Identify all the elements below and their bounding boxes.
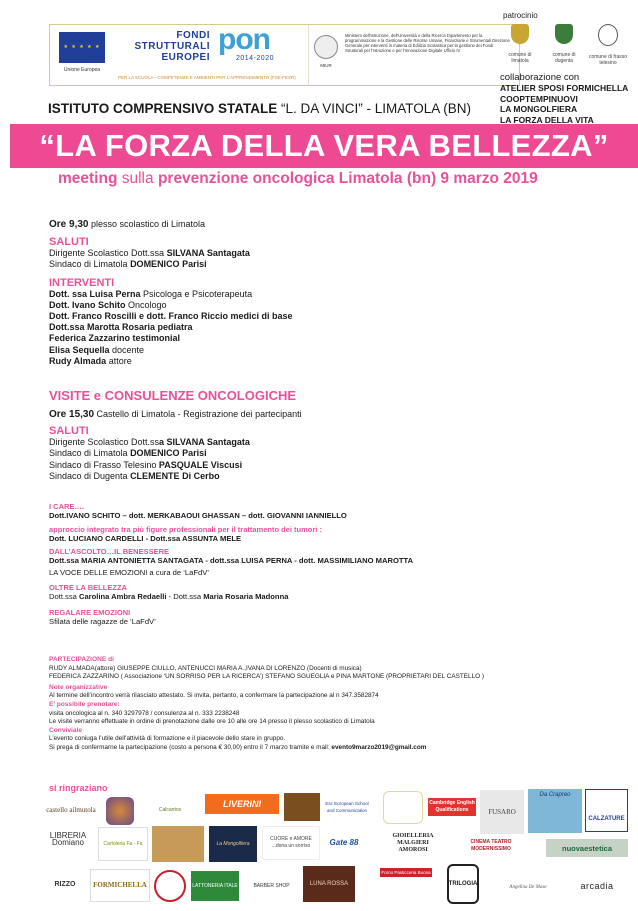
sponsor-logo: LUNA ROSSA [303, 866, 355, 902]
sponsor-logo: castello ailmutola [46, 805, 96, 814]
sponsor-logo: LATTONERIA ITALE [191, 871, 239, 901]
prenotare-line: visita oncologica al n. 340 3297978 / consulenza al n. 333 2238248 [49, 709, 240, 717]
crest-icon [555, 24, 573, 44]
collaborazione-block [500, 72, 638, 125]
notes-block [49, 656, 609, 753]
speaker-role: attore [106, 355, 132, 366]
saluto-role: Sindaco di Frasso Telesino [49, 459, 159, 470]
saluto-name: DOMENICO Parisi [130, 259, 207, 270]
interventi-heading: INTERVENTI [49, 276, 115, 289]
approccio-heading: approccio integrato tra più figure professionali per il trattamento dei tumori : [49, 524, 322, 534]
speaker-role: Oncologo [125, 299, 167, 310]
saluto-item [49, 248, 609, 259]
sponsor-logo: Gate 88 [329, 837, 359, 847]
fondi-strutturali-logo [118, 30, 210, 63]
oltre-title: - Dott.ssa [166, 592, 204, 602]
oltre-name: Carolina Ambra Redaelli [78, 592, 167, 602]
sponsor-logo: RIZZO [54, 880, 76, 888]
sponsor-logo: CINEMA TEATRO MODERNISSIMO [470, 839, 512, 852]
sponsor-logo [284, 793, 320, 821]
prenotare-heading: E’ possibile prenotare: [49, 700, 120, 708]
afternoon-sessions [49, 502, 609, 627]
afternoon-program [49, 389, 609, 482]
collaboratore: COOPTEMPINUOVI [500, 93, 578, 104]
sponsor-logo [428, 792, 476, 822]
afternoon-time-line [49, 409, 609, 420]
sponsor-logo: FORMICHELLA [90, 869, 150, 902]
forno-label: Forno Pasticceria Buona [381, 870, 431, 875]
approccio-speakers: Dott. LUCIANO CARDELLI - Dott.ssa ASSUNTA MELE [49, 533, 242, 543]
sponsor-logo [380, 868, 432, 902]
collaboratore: ATELIER SPOSI FORMICHELLA [500, 83, 629, 93]
afternoon-time: Ore 15,30 [49, 409, 95, 420]
saluto-name: a SILVANA Santagata [159, 437, 250, 448]
comune-frasso-telesino [588, 24, 628, 66]
comune-dugenta [544, 24, 584, 64]
email-link[interactable]: evento9marzo2019@gmail.com [331, 743, 427, 751]
regalare-heading: REGALARE EMOZIONI [49, 607, 131, 617]
cambridge-label: Cambridge English Qualifications [428, 798, 476, 816]
saluto-item [49, 437, 609, 448]
thanks-label: si ringraziano [49, 783, 108, 793]
crest-icon [511, 24, 529, 44]
pon-tagline: PER LA SCUOLA - COMPETENZE E AMBIENTI PER L'APPRENDIMENTO (FSE-FESR) [118, 75, 296, 80]
patrocinio-label: patrocinio [503, 11, 538, 20]
visite-heading: VISITE e CONSULENZE ONCOLOGICHE [49, 388, 297, 403]
sponsor-logo: Calcantos [158, 806, 182, 813]
school-name [48, 101, 498, 116]
saluto-name: SILVANA Santagata [166, 248, 250, 259]
event-title: “LA FORZA DELLA VERA BELLEZZA” [39, 128, 609, 163]
oltre-heading: OLTRE LA BELLEZZA [49, 583, 127, 593]
morning-program [49, 219, 609, 367]
sponsor-logo: Angelina De Mase [509, 884, 547, 890]
partecipazione-line: RUDY ALMADA(attore) GIUSEPPE CIULLO, ANTENUCCI MARIA A.,IVANA DI LORENZO (Docenti di musica) [49, 664, 362, 672]
collaboratore: LA MONGOLFIERA [500, 104, 578, 114]
icare-heading: I CARE…. [49, 502, 85, 511]
sponsor-logo: LIVERINI [205, 794, 279, 814]
sponsor-logo: GIOIELLERIA MALGIERI AMOROSI [392, 832, 434, 853]
comune-name: comune di limatola [508, 52, 532, 64]
sponsor-logo: FUSARO [480, 790, 524, 834]
conferma-text: Si prega di confermarne la partecipazione (costo a persona € 30,00) entro il 7 marzo tramite e mail: [49, 743, 332, 751]
speaker-role: docente [109, 344, 145, 355]
saluto-role: Dirigente Scolastico Dott.ssa [49, 248, 167, 259]
saluto-name: CLEMENTE Di Cerbo [130, 470, 220, 481]
conferma-line [49, 744, 609, 753]
saluto-item [49, 259, 609, 270]
sponsor-logo: BARBER SHOP [253, 882, 290, 889]
voce-emozioni-line: LA VOCE DELLE EMOZIONI a cura de ‘LaFdV’ [49, 567, 209, 577]
speaker-name: Dott.ssa Marotta Rosaria pediatra [49, 322, 193, 333]
italian-republic-seal-icon [314, 35, 338, 59]
sponsor-logo: TRILOGIA [447, 864, 479, 904]
comune-name: comune di dugenta [552, 52, 576, 64]
saluto-role: Sindaco di Limatola [49, 448, 131, 459]
morning-time: Ore 9,30 [49, 219, 89, 230]
speaker-name: Federica Zazzarino testimonial [49, 333, 181, 344]
speaker-name: Dott. Ivano Schito [49, 299, 126, 310]
saluto-role: Dirigente Scolastico Dott.ss [49, 437, 160, 448]
subtitle-sulla: sulla [117, 170, 158, 187]
intervento-item [49, 289, 609, 300]
speaker-name: Dott. ssa Luisa Perna [49, 288, 141, 299]
collaborazione-label: collaborazione con [500, 72, 580, 83]
fondi-line: EUROPEI [161, 52, 210, 63]
saluti-heading: SALUTI [49, 425, 89, 438]
intervento-item [49, 345, 609, 356]
intervento-item [49, 300, 609, 311]
speaker-name: Rudy Almada [49, 355, 107, 366]
speaker-name: Dott. Franco Roscilli e dott. Franco Riccio medici di base [49, 311, 293, 322]
speaker-name: Elisa Sequella [49, 344, 110, 355]
saluto-name: PASQUALE Viscusi [158, 459, 243, 470]
sponsor-logo: CUORE e AMORE ...dona un sorriso [262, 826, 320, 860]
conviviale-line: L’evento coniuga l’utile dell’attività di formazione e il piacevole dello stare in gruppo. [49, 735, 286, 743]
oltre-name: Maria Rosaria Madonna [203, 592, 289, 602]
pon-years: 2014-2020 [236, 55, 274, 62]
saluto-item [49, 448, 609, 459]
school-name-bold: ISTITUTO COMPRENSIVO STATALE [48, 101, 278, 116]
collaboratore: LA FORZA DELLA VITA [500, 114, 594, 125]
note-organizzative-heading: Note organizzative [49, 683, 108, 691]
prenotare-line: Le visite verranno effettuate in ordine di prenotazione dalle ore 10 alle ore 14 presso il plesso scolastico di Limatola [49, 718, 375, 726]
fondi-line: STRUTTURALI [134, 41, 210, 52]
saluto-role: Sindaco di Dugenta [49, 470, 131, 481]
sponsor-logo [383, 791, 423, 824]
sponsor-logo: CALZATURE [585, 789, 628, 832]
sponsor-logo [152, 826, 204, 862]
eu-flag-icon: ★ ★ ★ ★ ★ [59, 32, 105, 63]
saluto-item [49, 460, 609, 471]
school-name-rest: “L. DA VINCI” - LIMATOLA (BN) [277, 101, 472, 116]
sponsor-logo: Da Crapreo [528, 789, 582, 833]
intervento-item [49, 322, 609, 333]
regalare-line: Sfilata delle ragazze de ‘LaFdV’ [49, 616, 156, 626]
morning-time-line [49, 219, 609, 230]
note-organizzative-line: Al termine dell’incontro verrà rilasciato attestato. Si invita, pertanto, a confermare la partecipazione al n 347.3582874 [49, 692, 379, 700]
saluti-heading: SALUTI [49, 236, 89, 249]
ascolto-speakers: Dott.ssa MARIA ANTONIETTA SANTAGATA - dott.ssa LUISA PERNA - dott. MASSIMILIANO MAROTTA [49, 556, 414, 566]
intervento-item [49, 333, 609, 344]
afternoon-place: Castello di Limatola - Registrazione dei partecipanti [94, 409, 302, 419]
saluto-item [49, 471, 609, 482]
pon-banner [49, 24, 520, 86]
sponsor-logo: arcadia [580, 880, 614, 891]
oltre-title: Dott.ssa [49, 592, 79, 602]
partecipazione-line: FEDERICA ZAZZARINO ( Associazione ‘UN SORRISO PER LA RICERCA’) STEFANO SGUEGLIA e PINA MARTONE (PROPRIETARI DEL CASTELLO ) [49, 673, 485, 681]
saluto-name: DOMENICO Parisi [130, 448, 207, 459]
intervento-item [49, 311, 609, 322]
sponsor-logo: nuovaestetica [546, 839, 628, 857]
sponsor-logo: Esc European School and Communication [325, 801, 369, 813]
sponsor-logo: LIBRERIA Domiano [49, 831, 87, 847]
conviviale-heading: Conviviale [49, 726, 82, 734]
pon-logo: pon [218, 23, 270, 56]
sponsor-logo: La Mongolfiera [209, 826, 257, 862]
ascolto-heading: DALL’ASCOLTO…IL BENESSERE [49, 547, 170, 557]
partecipazione-heading: PARTECIPAZIONE di [49, 656, 114, 663]
sponsor-logo: Cartoleria Fa - Fa [98, 827, 148, 861]
sponsor-logo [106, 797, 134, 825]
speaker-role: Psicologa e Psicoterapeuta [140, 288, 253, 299]
icare-speakers: Dott.IVANO SCHITO – dott. MERKABAOUI GHASSAN – dott. GIOVANNI IANNIELLO [49, 511, 347, 520]
saluto-role: Sindaco di Limatola [49, 259, 131, 270]
crest-icon [598, 24, 618, 46]
sponsor-logo [154, 870, 186, 902]
oltre-speakers [49, 592, 609, 602]
event-subtitle [58, 170, 628, 188]
subtitle-topic: prevenzione oncologica Limatola (bn) 9 marzo 2019 [157, 170, 538, 187]
miur-label: MIUR [320, 63, 332, 68]
comune-name: comune di frasso telesino [588, 54, 628, 66]
intervento-item [49, 356, 609, 367]
fondi-line: FONDI [176, 30, 210, 41]
morning-place: plesso scolastico di Limatola [88, 219, 206, 229]
comune-limatola [500, 24, 540, 64]
divider [308, 25, 309, 85]
miur-text: Ministero dell'Istruzione, dell'Università e della Ricerca Dipartimento per la programmazione e la Gestione delle Risorse Umane, Finanziarie e Strumentali Direzione Generale per interventi in materia di Edilizia Scolastica per la gestione dei Fondi Strutturali per l'Istruzione e per l'Innovazione Digitale Ufficio IV [345, 33, 510, 53]
subtitle-meeting: meeting [58, 170, 118, 187]
eu-label: Unione Europea [63, 67, 101, 73]
